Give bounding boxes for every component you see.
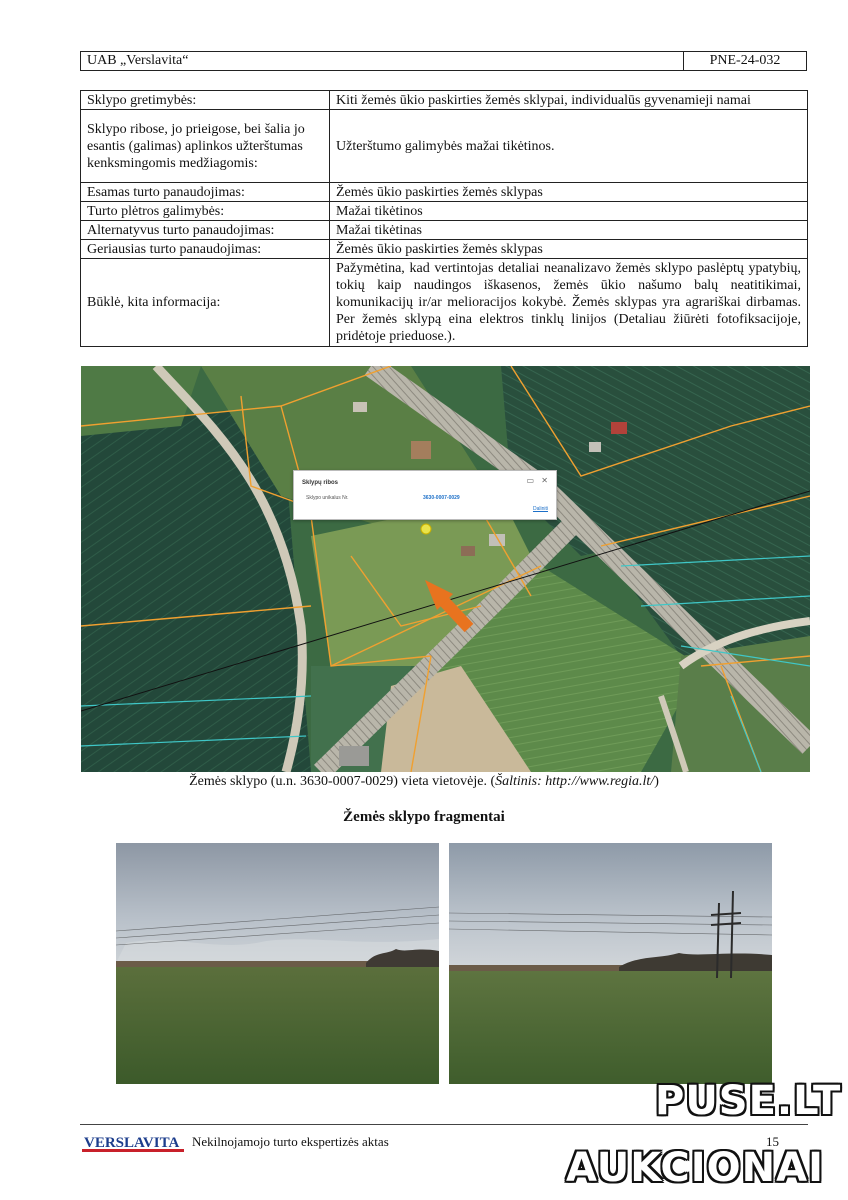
page-number: 15	[766, 1134, 779, 1149]
footer-document-title: Nekilnojamojo turto ekspertizės aktas	[192, 1134, 389, 1149]
field-photo-1-image	[116, 843, 439, 1084]
row-label: Turto plėtros galimybės:	[81, 202, 330, 221]
popup-field-label: Sklypo unikalus Nr.	[306, 495, 349, 501]
row-label: Sklypo gretimybės:	[81, 91, 330, 110]
row-label: Sklypo ribose, jo prieigose, bei šalia jo esantis (galimas) aplinkos užterštumas kenksmingomis medžiagomis:	[81, 110, 330, 183]
row-label: Būklė, kita informacija:	[81, 259, 330, 347]
aerial-map	[81, 366, 810, 772]
location-marker	[421, 524, 431, 534]
watermark-line-2: AUKCIONAI	[566, 1145, 824, 1191]
table-row	[81, 240, 808, 259]
field-photo-2	[449, 843, 772, 1084]
row-label: Esamas turto panaudojimas:	[81, 183, 330, 202]
popup-field-value: 3630-0007-0029	[423, 495, 460, 501]
popup-title: Sklypų ribos	[302, 480, 339, 486]
table-row	[81, 259, 808, 347]
share-link[interactable]: Daliniti	[532, 506, 548, 512]
caption-source: Šaltinis: http://www.regia.lt/	[495, 774, 655, 789]
row-label: Alternatyvus turto panaudojimas:	[81, 221, 330, 240]
field-photo-1	[116, 843, 439, 1084]
footer-divider	[80, 1124, 808, 1125]
table-row	[81, 183, 808, 202]
close-icon[interactable]: ✕	[541, 476, 548, 485]
caption-end: )	[654, 774, 659, 789]
row-value: Mažai tikėtinos	[330, 202, 808, 221]
table-row	[81, 110, 808, 183]
aerial-map-image	[81, 366, 810, 772]
page-header	[80, 51, 807, 71]
row-value: Kiti žemės ūkio paskirties žemės sklypai, individualūs gyvenamieji namai	[330, 91, 808, 110]
table-row	[81, 202, 808, 221]
map-caption	[0, 774, 848, 790]
document-number: PNE-24-032	[683, 52, 806, 70]
caption-text: Žemės sklypo (u.n. 3630-0007-0029) vieta vietovėje. (	[189, 774, 496, 789]
window-icon[interactable]: ▭	[526, 476, 534, 485]
verslavita-logo	[82, 1130, 184, 1154]
property-info-table	[80, 90, 808, 347]
verslavita-logo-image	[82, 1130, 184, 1154]
section-title: Žemės sklypo fragmentai	[343, 809, 505, 825]
logo-text: VERSLAVITA	[84, 1135, 180, 1151]
row-value: Užterštumo galimybės mažai tikėtinos.	[330, 110, 808, 183]
row-value: Mažai tikėtinas	[330, 221, 808, 240]
table-row	[81, 91, 808, 110]
field-photo-2-image	[449, 843, 772, 1084]
row-value: Pažymėtina, kad vertintojas detaliai neanalizavo žemės sklypo paslėptų ypatybių, tokių kaip naudingos iškasenos, žemės ūkio našumo balų neatitikimai, komunikacijų ir/ar melioracijos kokybė. Žemės sklypas yra agrariškai dirbamas. Per žemės sklypą eina elektros tinklų linijos (Detaliau žiūrėti fotofiksacijoje, pridėtoje prieduose.).	[330, 259, 808, 347]
table-row	[81, 221, 808, 240]
watermark-line-1: PUSE.LT	[655, 1078, 842, 1124]
row-value: Žemės ūkio paskirties žemės sklypas	[330, 183, 808, 202]
row-value: Žemės ūkio paskirties žemės sklypas	[330, 240, 808, 259]
company-name: UAB „Verslavita“	[87, 53, 189, 68]
row-label: Geriausias turto panaudojimas:	[81, 240, 330, 259]
map-info-popup	[293, 470, 557, 520]
